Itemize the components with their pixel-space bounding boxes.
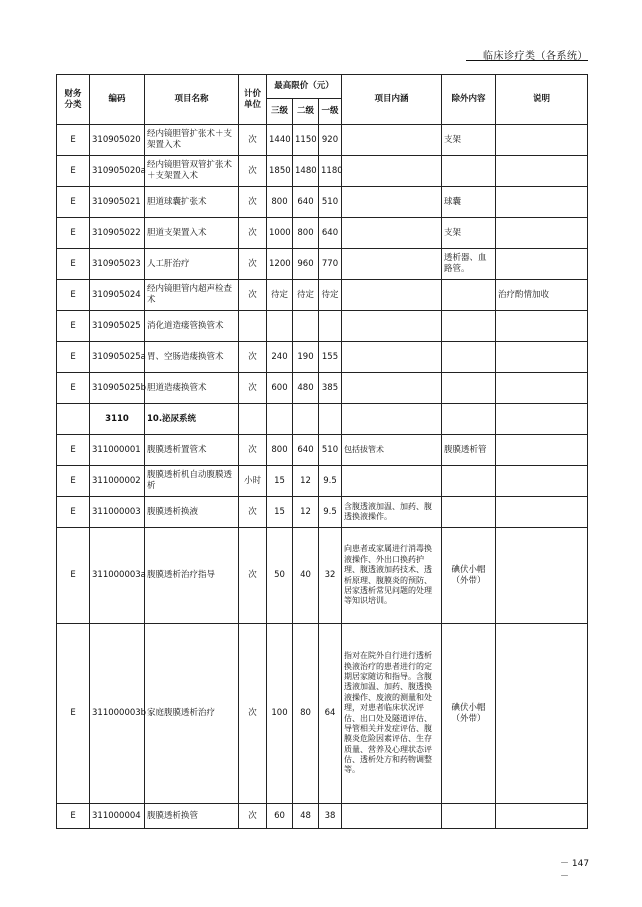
page-number: － 147 －	[560, 859, 590, 882]
row-price-level1: 510	[319, 187, 342, 218]
row-name: 经内镜胆管内超声检查术	[145, 280, 239, 311]
row-category: E	[57, 804, 90, 829]
row-category: E	[57, 249, 90, 280]
row-unit: 次	[239, 218, 267, 249]
row-category: E	[57, 187, 90, 218]
row-exclusion: 碘伏小帽（外带）	[442, 624, 496, 804]
row-price-level3: 800	[267, 435, 293, 466]
row-category: E	[57, 466, 90, 497]
row-price-level2: 待定	[293, 280, 319, 311]
table-row	[57, 218, 588, 249]
table-row	[57, 249, 588, 280]
row-code: 310905025b	[90, 373, 145, 404]
row-price-level1: 155	[319, 342, 342, 373]
row-price-level3: 600	[267, 373, 293, 404]
row-content: 包括拔管术	[342, 435, 442, 466]
row-note	[496, 218, 588, 249]
table-row	[57, 187, 588, 218]
row-note	[496, 624, 588, 804]
header-level2: 二级	[293, 99, 319, 125]
row-unit: 次	[239, 373, 267, 404]
section-code: 3110	[90, 404, 145, 435]
row-category: E	[57, 435, 90, 466]
table-row	[57, 624, 588, 804]
table-row	[57, 528, 588, 624]
row-category: E	[57, 624, 90, 804]
row-content	[342, 218, 442, 249]
row-price-level1: 38	[319, 804, 342, 829]
row-price-level2: 640	[293, 435, 319, 466]
row-content	[342, 280, 442, 311]
row-code: 310905021	[90, 187, 145, 218]
table-row	[57, 804, 588, 829]
empty-cell	[442, 404, 496, 435]
row-price-level1: 385	[319, 373, 342, 404]
row-price-level1: 1180	[319, 156, 342, 187]
row-content	[342, 249, 442, 280]
row-category: E	[57, 218, 90, 249]
row-exclusion	[442, 466, 496, 497]
row-code: 311000002	[90, 466, 145, 497]
row-price-level1: 9.5	[319, 466, 342, 497]
row-code: 310905024	[90, 280, 145, 311]
row-name: 腹膜透析置管术	[145, 435, 239, 466]
row-price-level3: 15	[267, 466, 293, 497]
header-name: 项目名称	[145, 75, 239, 125]
empty-cell	[319, 404, 342, 435]
row-price-level1: 920	[319, 125, 342, 156]
row-note	[496, 804, 588, 829]
header-max-price: 最高限价（元）	[267, 75, 342, 99]
row-note	[496, 435, 588, 466]
row-unit	[239, 311, 267, 342]
row-price-level1: 32	[319, 528, 342, 624]
row-note	[496, 249, 588, 280]
row-price-level3: 15	[267, 497, 293, 528]
row-exclusion: 支架	[442, 218, 496, 249]
row-name: 经内镜胆管扩张术＋支架置入术	[145, 125, 239, 156]
row-name: 腹膜透析换液	[145, 497, 239, 528]
header-content: 项目内涵	[342, 75, 442, 125]
table-row	[57, 373, 588, 404]
row-price-level3: 100	[267, 624, 293, 804]
row-exclusion	[442, 342, 496, 373]
row-code: 310905022	[90, 218, 145, 249]
row-price-level1: 640	[319, 218, 342, 249]
row-unit: 次	[239, 342, 267, 373]
page-header-title: 临床诊疗类（各系统）	[483, 51, 588, 62]
row-content	[342, 373, 442, 404]
row-exclusion	[442, 280, 496, 311]
empty-cell	[496, 404, 588, 435]
row-name: 胆道球囊扩张术	[145, 187, 239, 218]
row-unit: 次	[239, 125, 267, 156]
row-content: 指对在院外自行进行透析换液治疗的患者进行的定期居家随访和指导。含腹透液加温、加药、腹透换液操作、废液的测量和处理，对患者临床状况评估、出口处及隧道评估、导管相关并发症评估、腹膜炎危险因素评估、生存质量、营养及心理状态评估、透析处方和药物调整等。	[342, 624, 442, 804]
row-exclusion: 透析器、血路管。	[442, 249, 496, 280]
fee-table	[56, 74, 588, 829]
row-content: 向患者或家属进行消毒换液操作、外出口换药护理、腹透液加药技术、透析原理、腹膜炎的预防、居家透析常见问题的处理等知识培训。	[342, 528, 442, 624]
row-price-level2: 1480	[293, 156, 319, 187]
row-price-level1	[319, 311, 342, 342]
row-category: E	[57, 342, 90, 373]
row-price-level3: 50	[267, 528, 293, 624]
row-note	[496, 466, 588, 497]
header-exclusion: 除外内容	[442, 75, 496, 125]
row-category: E	[57, 125, 90, 156]
row-exclusion: 支架	[442, 125, 496, 156]
row-price-level2: 40	[293, 528, 319, 624]
row-price-level3: 240	[267, 342, 293, 373]
row-exclusion	[442, 497, 496, 528]
row-code: 310905020	[90, 125, 145, 156]
row-price-level3: 1200	[267, 249, 293, 280]
section-row	[57, 404, 588, 435]
row-code: 310905025a	[90, 342, 145, 373]
row-exclusion	[442, 311, 496, 342]
row-category: E	[57, 373, 90, 404]
section-category	[57, 404, 90, 435]
empty-cell	[293, 404, 319, 435]
row-category: E	[57, 497, 90, 528]
row-price-level2: 80	[293, 624, 319, 804]
row-code: 311000003a	[90, 528, 145, 624]
table-row	[57, 156, 588, 187]
row-unit: 次	[239, 497, 267, 528]
row-unit: 次	[239, 624, 267, 804]
row-price-level3: 1000	[267, 218, 293, 249]
row-note	[496, 373, 588, 404]
table-row	[57, 125, 588, 156]
row-name: 腹膜透析换管	[145, 804, 239, 829]
row-price-level2: 48	[293, 804, 319, 829]
row-price-level3: 1850	[267, 156, 293, 187]
row-category: E	[57, 280, 90, 311]
row-name: 人工肝治疗	[145, 249, 239, 280]
empty-cell	[267, 404, 293, 435]
row-unit: 小时	[239, 466, 267, 497]
row-code: 311000003b	[90, 624, 145, 804]
empty-cell	[239, 404, 267, 435]
row-content	[342, 187, 442, 218]
row-price-level3: 60	[267, 804, 293, 829]
row-note	[496, 187, 588, 218]
row-unit: 次	[239, 435, 267, 466]
row-note	[496, 528, 588, 624]
row-category: E	[57, 156, 90, 187]
table-row	[57, 435, 588, 466]
row-unit: 次	[239, 187, 267, 218]
row-code: 311000003	[90, 497, 145, 528]
row-note	[496, 342, 588, 373]
row-price-level2: 960	[293, 249, 319, 280]
row-note	[496, 311, 588, 342]
table-row	[57, 342, 588, 373]
row-price-level2: 12	[293, 466, 319, 497]
header-note: 说明	[496, 75, 588, 125]
row-content	[342, 804, 442, 829]
header-level1: 一级	[319, 99, 342, 125]
row-category: E	[57, 528, 90, 624]
row-price-level1: 待定	[319, 280, 342, 311]
table-row	[57, 280, 588, 311]
header-level3: 三级	[267, 99, 293, 125]
table-row	[57, 466, 588, 497]
row-content: 含腹透液加温、加药、腹透换液操作。	[342, 497, 442, 528]
row-content	[342, 311, 442, 342]
section-name: 10.泌尿系统	[145, 404, 239, 435]
table-row	[57, 497, 588, 528]
row-price-level1: 9.5	[319, 497, 342, 528]
row-price-level2: 800	[293, 218, 319, 249]
row-note	[496, 156, 588, 187]
row-code: 311000001	[90, 435, 145, 466]
row-price-level3: 待定	[267, 280, 293, 311]
empty-cell	[342, 404, 442, 435]
row-name: 经内镜胆管双管扩张术＋支架置入术	[145, 156, 239, 187]
row-unit: 次	[239, 528, 267, 624]
row-price-level2: 12	[293, 497, 319, 528]
table-row	[57, 311, 588, 342]
row-exclusion	[442, 373, 496, 404]
header-rule	[466, 60, 588, 61]
row-name: 家庭腹膜透析治疗	[145, 624, 239, 804]
row-price-level2: 480	[293, 373, 319, 404]
row-category: E	[57, 311, 90, 342]
row-name: 腹膜透析机自动腹膜透析	[145, 466, 239, 497]
row-name: 腹膜透析治疗指导	[145, 528, 239, 624]
row-price-level1: 64	[319, 624, 342, 804]
header-code: 编码	[90, 75, 145, 125]
row-price-level3: 800	[267, 187, 293, 218]
row-price-level1: 770	[319, 249, 342, 280]
row-exclusion: 球囊	[442, 187, 496, 218]
row-code: 310905020a	[90, 156, 145, 187]
row-name: 胃、空肠造瘘换管术	[145, 342, 239, 373]
row-exclusion: 碘伏小帽（外带）	[442, 528, 496, 624]
row-name: 胆道支架置入术	[145, 218, 239, 249]
row-content	[342, 466, 442, 497]
row-note	[496, 497, 588, 528]
row-price-level2	[293, 311, 319, 342]
row-code: 311000004	[90, 804, 145, 829]
row-note: 治疗酌情加收	[496, 280, 588, 311]
header-category: 财务 分类	[57, 75, 90, 125]
row-price-level2: 190	[293, 342, 319, 373]
row-name: 胆道造瘘换管术	[145, 373, 239, 404]
row-content	[342, 156, 442, 187]
header-unit: 计价 单位	[239, 75, 267, 125]
row-unit: 次	[239, 804, 267, 829]
row-price-level3: 1440	[267, 125, 293, 156]
row-note	[496, 125, 588, 156]
row-price-level2: 640	[293, 187, 319, 218]
row-unit: 次	[239, 156, 267, 187]
row-exclusion	[442, 804, 496, 829]
row-unit: 次	[239, 249, 267, 280]
row-content	[342, 125, 442, 156]
row-unit: 次	[239, 280, 267, 311]
row-code: 310905023	[90, 249, 145, 280]
row-name: 消化道造瘘管换管术	[145, 311, 239, 342]
row-price-level1: 510	[319, 435, 342, 466]
row-content	[342, 342, 442, 373]
row-exclusion	[442, 156, 496, 187]
row-exclusion: 腹膜透析管	[442, 435, 496, 466]
row-price-level3	[267, 311, 293, 342]
row-code: 310905025	[90, 311, 145, 342]
row-price-level2: 1150	[293, 125, 319, 156]
